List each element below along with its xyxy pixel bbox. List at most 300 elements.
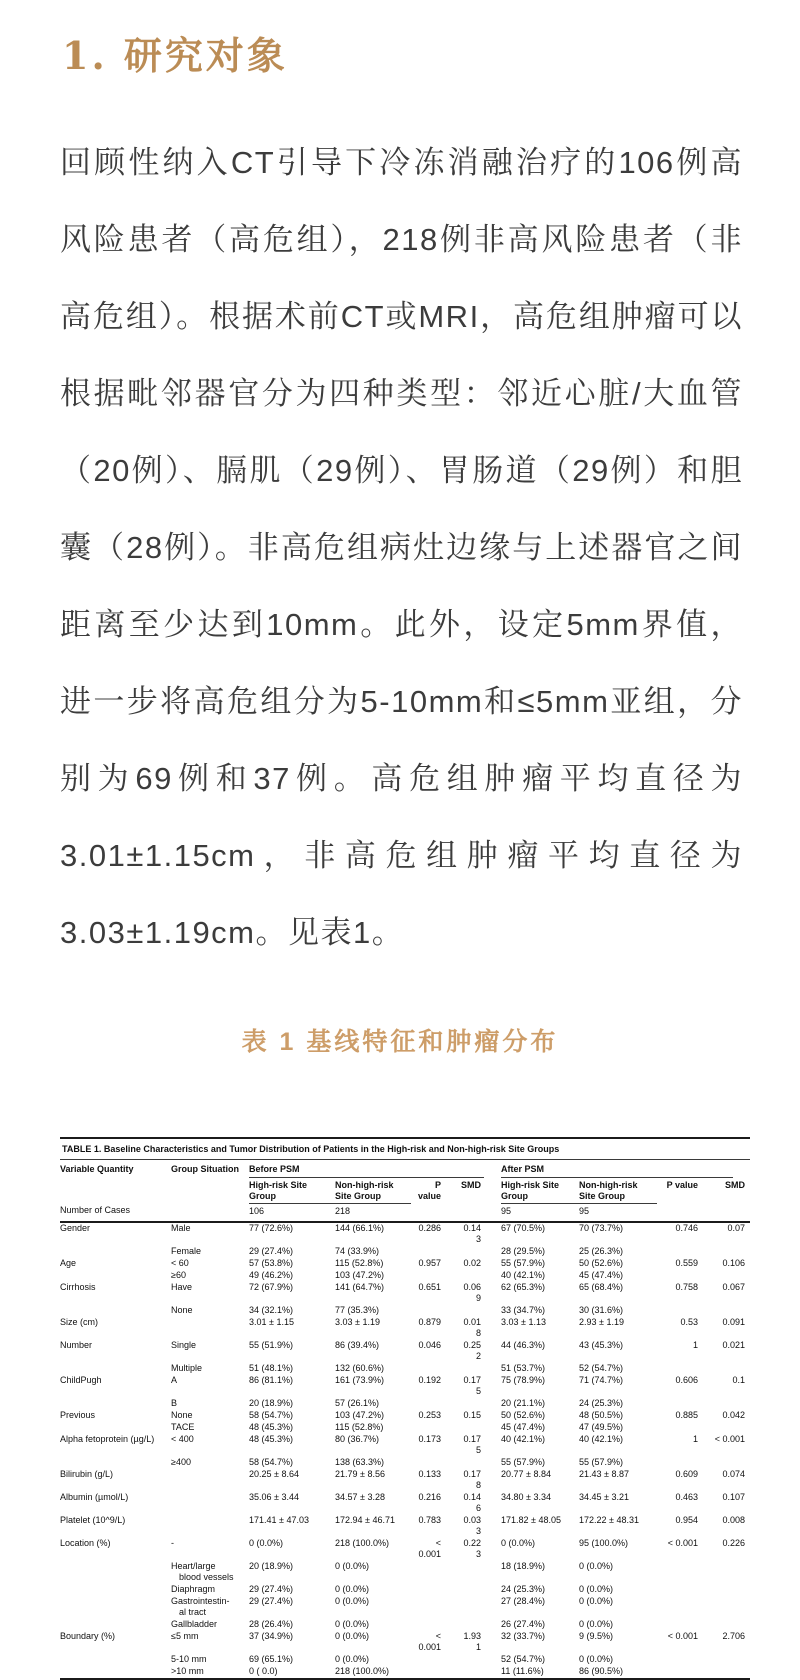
table-cell: 55 (57.9%) — [501, 1457, 546, 1468]
table-cell: 171.82 ± 48.05 — [501, 1515, 561, 1526]
table-row — [60, 1434, 750, 1457]
table-cell: 0.106 — [722, 1258, 746, 1269]
table-cell: 77 (72.6%) — [249, 1223, 294, 1234]
table-cell — [60, 1305, 171, 1317]
table-cell: 0 (0.0%) — [335, 1584, 370, 1595]
table-cell: 0.042 — [722, 1410, 746, 1421]
table-cell — [703, 1654, 750, 1666]
table-cell: 28 (26.4%) — [249, 1619, 294, 1630]
table-cell: 33 (34.7%) — [501, 1305, 546, 1316]
table-cell: Albumin (µmol/L) — [60, 1492, 129, 1503]
table-cell — [461, 1584, 501, 1596]
table-cell: 115 (52.8%) — [335, 1258, 384, 1269]
table-cell — [60, 1619, 171, 1631]
table-cell: Location (%) — [60, 1538, 111, 1549]
table-cell: 0.107 — [722, 1492, 746, 1503]
table-cell — [657, 1422, 703, 1434]
table-cell — [657, 1398, 703, 1410]
table-cell: - — [171, 1538, 174, 1549]
table-cell: 0.074 — [722, 1469, 746, 1480]
table-cell: < 0.001 — [418, 1538, 441, 1560]
cases-before-high: 106 — [249, 1203, 335, 1222]
table-cell: 0.606 — [675, 1375, 698, 1386]
table-cell: 20.77 ± 8.84 — [501, 1469, 551, 1480]
table-cell — [171, 1317, 249, 1340]
table-cell: 0.216 — [418, 1492, 441, 1503]
table-cell: 51 (48.1%) — [249, 1363, 294, 1374]
table-cell: 24 (25.3%) — [501, 1584, 546, 1595]
table-cell: < 60 — [171, 1258, 189, 1269]
table-cell — [657, 1584, 703, 1596]
table-cell: 47 (49.5%) — [579, 1422, 624, 1433]
before-psm-label: Before PSM — [249, 1164, 484, 1178]
table-cell: Female — [171, 1246, 202, 1257]
table-cell: 0.954 — [675, 1515, 698, 1526]
cases-after-non: 95 — [579, 1203, 657, 1222]
col-header-before-p-value: P value — [417, 1179, 441, 1201]
number-of-cases-row — [60, 1203, 750, 1222]
table-cell: 0.07 — [727, 1223, 746, 1234]
table-title: TABLE 1. Baseline Characteristics and Tumor Distribution of Patients in the High-risk and Non-high-risk Site Groups — [60, 1138, 750, 1160]
table-cell: Heart/large blood vessels — [171, 1561, 234, 1583]
table-cell: >10 mm — [171, 1666, 204, 1677]
table-cell: 9 (9.5%) — [579, 1631, 614, 1642]
table-cell: 0.091 — [722, 1317, 746, 1328]
table-cell: 0 (0.0%) — [249, 1538, 284, 1549]
table-cell: 55 (57.9%) — [501, 1258, 546, 1269]
table-cell: 132 (60.6%) — [335, 1363, 385, 1374]
table-row — [60, 1246, 750, 1258]
table-row — [60, 1258, 750, 1270]
table-cell: TACE — [171, 1422, 195, 1433]
table-cell — [411, 1596, 461, 1619]
table-cell: Male — [171, 1223, 191, 1234]
col-header-after-non-high-risk: Non-high-risk Site Group — [579, 1179, 657, 1204]
table-cell — [703, 1584, 750, 1596]
table-row — [60, 1363, 750, 1375]
table-cell: 62 (65.3%) — [501, 1282, 546, 1293]
table-cell: 55 (51.9%) — [249, 1340, 294, 1351]
table-cell: 218 (100.0%) — [335, 1538, 390, 1549]
table-cell — [461, 1561, 501, 1584]
table-cell: Alpha fetoprotein (µg/L) — [60, 1434, 155, 1445]
table-cell — [657, 1596, 703, 1619]
table-cell: 58 (54.7%) — [249, 1457, 294, 1468]
table-cell: 0.175 — [463, 1375, 481, 1397]
table-cell: 0.463 — [675, 1492, 698, 1503]
table-row — [60, 1375, 750, 1398]
table-cell: 0 (0.0%) — [579, 1654, 614, 1665]
table-cell: 0.008 — [722, 1515, 746, 1526]
table-cell: 0.651 — [418, 1282, 441, 1293]
table-cell: Gender — [60, 1223, 91, 1234]
cases-after-high: 95 — [501, 1203, 579, 1222]
table-cell: 55 (57.9%) — [579, 1457, 624, 1468]
table-cell: 0.879 — [418, 1317, 441, 1328]
table-cell: 0.1 — [732, 1375, 746, 1386]
table-cell: 34 (32.1%) — [249, 1305, 294, 1316]
table-cell: 172.22 ± 48.31 — [579, 1515, 639, 1526]
cases-before-non: 218 — [335, 1203, 411, 1222]
baseline-table-container — [60, 1137, 750, 1680]
table-row — [60, 1515, 750, 1538]
table-cell: 27 (28.4%) — [501, 1596, 546, 1607]
table-cell: 1 — [692, 1434, 698, 1445]
table-cell: 0.226 — [722, 1538, 746, 1549]
table-cell: < 0.001 — [714, 1434, 746, 1445]
table-cell: Diaphragm — [171, 1584, 216, 1595]
table-cell — [657, 1666, 703, 1679]
table-cell: 86 (90.5%) — [579, 1666, 624, 1677]
table-cell: 0 (0.0%) — [579, 1619, 614, 1630]
table-cell — [60, 1398, 171, 1410]
table-cell: Multiple — [171, 1363, 203, 1374]
table-cell — [657, 1270, 703, 1282]
table-cell — [60, 1457, 171, 1469]
table-cell: 45 (47.4%) — [579, 1270, 624, 1281]
table-cell: < 400 — [171, 1434, 194, 1445]
table-cell: < 0.001 — [418, 1631, 441, 1653]
table-cell: 0.178 — [463, 1469, 481, 1491]
table-cell — [657, 1654, 703, 1666]
table-cell: 29 (27.4%) — [249, 1584, 294, 1595]
table-cell: 32 (33.7%) — [501, 1631, 546, 1642]
table-cell: 72 (67.9%) — [249, 1282, 294, 1293]
table-cell — [657, 1363, 703, 1375]
table-cell — [60, 1246, 171, 1258]
number-of-cases-label: Number of Cases — [60, 1203, 249, 1222]
table-cell: Bilirubin (g/L) — [60, 1469, 114, 1480]
table-cell: 70 (73.7%) — [579, 1223, 624, 1234]
table-cell — [171, 1492, 249, 1515]
table-cell: 65 (68.4%) — [579, 1282, 624, 1293]
table-cell — [461, 1305, 501, 1317]
table-cell: 34.45 ± 3.21 — [579, 1492, 629, 1503]
body-paragraph: 回顾性纳入CT引导下冷冻消融治疗的106例高风险患者（高危组），218例非高风险患者（非高危组）。根据术前CT或MRI，高危组肿瘤可以根据毗邻器官分为四种类型：邻近心脏/大血管（20例）、膈肌（29例）、胃肠道（29例）和胆囊（28例）。非高危组病灶边缘与上述器官之间距离至少达到10mm。此外，设定5mm界值，进一步将高危组分为5-10mm和≤5mm亚组，分别为69例和37例。高危组肿瘤平均直径为3.01±1.15cm，非高危组肿瘤平均直径为3.03±1.19cm。见表1。 — [60, 144, 743, 950]
col-header-before-non-high-risk: Non-high-risk Site Group — [335, 1179, 411, 1204]
table-cell — [461, 1270, 501, 1282]
col-header-group: Group Situation — [171, 1163, 239, 1174]
table-cell: 45 (47.4%) — [501, 1422, 546, 1433]
table-cell: 50 (52.6%) — [579, 1258, 624, 1269]
table-row — [60, 1584, 750, 1596]
table-cell: 71 (74.7%) — [579, 1375, 624, 1386]
table-cell: 0 (0.0%) — [335, 1596, 370, 1607]
table-cell: 0.143 — [463, 1223, 481, 1245]
table-cell: 49 (46.2%) — [249, 1270, 294, 1281]
table-cell — [657, 1246, 703, 1258]
table-cell: 25 (26.3%) — [579, 1246, 624, 1257]
table-cell — [703, 1246, 750, 1258]
table-cell — [703, 1422, 750, 1434]
table-cell: 0 (0.0%) — [335, 1654, 370, 1665]
baseline-table — [60, 1137, 750, 1680]
table-cell: 26 (27.4%) — [501, 1619, 546, 1630]
table-cell — [657, 1457, 703, 1469]
table-cell: 0.021 — [722, 1340, 746, 1351]
table-cell: None — [171, 1305, 193, 1316]
table-cell: 141 (64.7%) — [335, 1282, 385, 1293]
table-cell: 0.223 — [463, 1538, 481, 1560]
table-cell: 30 (31.6%) — [579, 1305, 624, 1316]
table-cell: 172.94 ± 46.71 — [335, 1515, 395, 1526]
table-cell — [461, 1666, 501, 1679]
table-cell: 0 (0.0%) — [501, 1538, 536, 1549]
table-cell — [657, 1305, 703, 1317]
table-cell — [411, 1363, 461, 1375]
table-cell: 2.93 ± 1.19 — [579, 1317, 624, 1328]
table-cell — [60, 1666, 171, 1679]
table-cell: 67 (70.5%) — [501, 1223, 546, 1234]
table-cell — [411, 1666, 461, 1679]
table-cell: 0 (0.0%) — [335, 1561, 370, 1572]
table-cell: 0.53 — [680, 1317, 698, 1328]
table-cell: 0.192 — [418, 1375, 441, 1386]
table-cell — [60, 1422, 171, 1434]
table-cell: 0.046 — [418, 1340, 441, 1351]
table-cell — [60, 1596, 171, 1619]
table-cell: 29 (27.4%) — [249, 1246, 294, 1257]
table-row — [60, 1469, 750, 1492]
table-cell: 103 (47.2%) — [335, 1410, 385, 1421]
table-cell: ≤5 mm — [171, 1631, 199, 1642]
table-cell — [411, 1246, 461, 1258]
table-cell: 52 (54.7%) — [579, 1363, 624, 1374]
table-cell — [461, 1398, 501, 1410]
table-row — [60, 1398, 750, 1410]
table-cell: 86 (39.4%) — [335, 1340, 380, 1351]
col-header-before-smd: SMD — [461, 1179, 481, 1190]
table-cell: 44 (46.3%) — [501, 1340, 546, 1351]
table-cell — [411, 1561, 461, 1584]
table-row — [60, 1561, 750, 1584]
table-row — [60, 1305, 750, 1317]
table-cell: 40 (42.1%) — [501, 1434, 546, 1445]
table-cell: 5-10 mm — [171, 1654, 207, 1665]
table-cell: 0.15 — [463, 1410, 481, 1421]
table-row — [60, 1457, 750, 1469]
table-cell: Age — [60, 1258, 77, 1269]
table-cell: 0.02 — [463, 1258, 481, 1269]
table-cell: Cirrhosis — [60, 1282, 96, 1293]
table-title-row — [60, 1138, 750, 1160]
table-cell: 18 (18.9%) — [501, 1561, 546, 1572]
table-cell: 77 (35.3%) — [335, 1305, 380, 1316]
table-row — [60, 1282, 750, 1305]
table-cell: 20 (18.9%) — [249, 1561, 294, 1572]
table-cell: 0.286 — [418, 1223, 441, 1234]
table-cell: 29 (27.4%) — [249, 1596, 294, 1607]
table-cell — [171, 1515, 249, 1538]
table-cell — [703, 1666, 750, 1679]
table-cell — [703, 1596, 750, 1619]
table-cell: 57 (53.8%) — [249, 1258, 294, 1269]
table-row — [60, 1631, 750, 1654]
table-cell: < 0.001 — [667, 1538, 698, 1549]
table-cell: 3.03 ± 1.19 — [335, 1317, 380, 1328]
table-cell: ChildPugh — [60, 1375, 102, 1386]
table-cell — [411, 1305, 461, 1317]
table-cell — [461, 1363, 501, 1375]
table-cell: 40 (42.1%) — [579, 1434, 624, 1445]
table-cell: 69 (65.1%) — [249, 1654, 294, 1665]
table-cell: 24 (25.3%) — [579, 1398, 624, 1409]
table-cell: 95 (100.0%) — [579, 1538, 629, 1549]
table-cell: 0.067 — [722, 1282, 746, 1293]
table-row — [60, 1596, 750, 1619]
table-cell — [703, 1398, 750, 1410]
table-cell: 0.133 — [418, 1469, 441, 1480]
table-cell: 86 (81.1%) — [249, 1375, 294, 1386]
table-cell: 0.559 — [675, 1258, 698, 1269]
table-cell: 20 (18.9%) — [249, 1398, 294, 1409]
table-cell: 48 (45.3%) — [249, 1422, 294, 1433]
table-cell — [60, 1561, 171, 1584]
col-header-after-smd: SMD — [725, 1179, 746, 1190]
table-cell: 34.57 ± 3.28 — [335, 1492, 385, 1503]
table-cell: 0.033 — [463, 1515, 481, 1537]
table-cell: < 0.001 — [667, 1631, 698, 1642]
table-cell: 80 (36.7%) — [335, 1434, 380, 1445]
table-row — [60, 1619, 750, 1631]
table-cell: 138 (63.3%) — [335, 1457, 385, 1468]
table-cell: 28 (29.5%) — [501, 1246, 546, 1257]
table-cell — [703, 1270, 750, 1282]
table-cell — [411, 1398, 461, 1410]
table-cell — [703, 1561, 750, 1584]
table-cell — [461, 1422, 501, 1434]
table-cell: Number — [60, 1340, 93, 1351]
table-cell — [461, 1654, 501, 1666]
table-cell — [60, 1584, 171, 1596]
table-cell: 1.931 — [463, 1631, 481, 1653]
table-cell: 144 (66.1%) — [335, 1223, 385, 1234]
table-cell: 0 (0.0%) — [579, 1584, 614, 1595]
table-cell: 0.885 — [675, 1410, 698, 1421]
table-cell: 218 (100.0%) — [335, 1666, 390, 1677]
table-cell: 48 (45.3%) — [249, 1434, 294, 1445]
table-cell: 21.79 ± 8.56 — [335, 1469, 385, 1480]
table-cell — [171, 1469, 249, 1492]
table-cell — [411, 1619, 461, 1631]
table-cell — [411, 1584, 461, 1596]
table-cell: 171.41 ± 47.03 — [249, 1515, 309, 1526]
table-cell: Boundary (%) — [60, 1631, 116, 1642]
table-cell: 0 ( 0.0) — [249, 1666, 278, 1677]
table-cell: ≥400 — [171, 1457, 191, 1468]
table-body — [60, 1222, 750, 1679]
table-cell: Gallbladder — [171, 1619, 218, 1630]
table-cell: 58 (54.7%) — [249, 1410, 294, 1421]
table-cell — [60, 1363, 171, 1375]
table-cell: 0.069 — [463, 1282, 481, 1304]
table-cell: Size (cm) — [60, 1317, 98, 1328]
table-row — [60, 1340, 750, 1363]
table-cell — [657, 1619, 703, 1631]
table-row — [60, 1492, 750, 1515]
table-cell: 0.173 — [418, 1434, 441, 1445]
table-row — [60, 1222, 750, 1246]
table-cell: 0.146 — [463, 1492, 481, 1514]
table-cell — [461, 1619, 501, 1631]
table-cell: Gastrointestin-al tract — [171, 1596, 230, 1618]
table-row — [60, 1538, 750, 1561]
table-cell: 0 (0.0%) — [579, 1596, 614, 1607]
section-heading: 1. 研究对象 — [62, 33, 288, 78]
table-cell: 37 (34.9%) — [249, 1631, 294, 1642]
col-header-variable: Variable Quantity — [60, 1163, 134, 1174]
table-cell — [60, 1654, 171, 1666]
table-cell: 20 (21.1%) — [501, 1398, 546, 1409]
table-cell — [411, 1654, 461, 1666]
table-cell: 40 (42.1%) — [501, 1270, 546, 1281]
table-cell: 0.783 — [418, 1515, 441, 1526]
table-cell: 34.80 ± 3.34 — [501, 1492, 551, 1503]
table-cell: 48 (50.5%) — [579, 1410, 624, 1421]
col-header-after-p-value: P value — [666, 1179, 698, 1190]
table-cell: 3.01 ± 1.15 — [249, 1317, 294, 1328]
table-cell: 0.253 — [418, 1410, 441, 1421]
col-header-before-high-risk: High-risk Site Group — [249, 1179, 335, 1204]
table-cell — [703, 1305, 750, 1317]
table-cell: 21.43 ± 8.87 — [579, 1469, 629, 1480]
table-cell: 74 (33.9%) — [335, 1246, 380, 1257]
table-cell: 161 (73.9%) — [335, 1375, 385, 1386]
table-cell: 0 (0.0%) — [335, 1631, 370, 1642]
table-caption: 表 1 基线特征和肿瘤分布 — [241, 1027, 559, 1056]
table-cell: 0.746 — [675, 1223, 698, 1234]
table-row — [60, 1654, 750, 1666]
table-cell: 0.018 — [463, 1317, 481, 1339]
table-cell: 0 (0.0%) — [335, 1619, 370, 1630]
table-cell: 103 (47.2%) — [335, 1270, 385, 1281]
table-row — [60, 1270, 750, 1282]
table-cell: 43 (45.3%) — [579, 1340, 624, 1351]
table-row — [60, 1666, 750, 1679]
table-cell — [461, 1457, 501, 1469]
table-cell — [411, 1422, 461, 1434]
table-cell — [411, 1270, 461, 1282]
col-header-after-psm — [501, 1159, 750, 1179]
table-cell: 0.609 — [675, 1469, 698, 1480]
table-cell — [703, 1619, 750, 1631]
table-cell — [657, 1561, 703, 1584]
col-header-after-high-risk: High-risk Site Group — [501, 1179, 579, 1204]
table-cell: Single — [171, 1340, 197, 1351]
table-cell — [461, 1596, 501, 1619]
table-cell: ≥60 — [171, 1270, 186, 1281]
table-cell: B — [171, 1398, 178, 1409]
col-header-before-psm — [249, 1159, 501, 1179]
table-cell — [461, 1246, 501, 1258]
table-cell — [703, 1363, 750, 1375]
table-cell: 0 (0.0%) — [579, 1561, 614, 1572]
table-cell: 11 (11.6%) — [501, 1666, 544, 1677]
table-cell — [703, 1457, 750, 1469]
table-cell: 52 (54.7%) — [501, 1654, 546, 1665]
table-cell — [60, 1270, 171, 1282]
table-cell: 0.758 — [675, 1282, 698, 1293]
table-cell: Platelet (10^9/L) — [60, 1515, 126, 1526]
table-cell: 0.175 — [463, 1434, 481, 1456]
table-cell: 50 (52.6%) — [501, 1410, 546, 1421]
table-cell: Previous — [60, 1410, 96, 1421]
table-cell: Have — [171, 1282, 193, 1293]
table-cell: 3.03 ± 1.13 — [501, 1317, 546, 1328]
table-cell: 75 (78.9%) — [501, 1375, 546, 1386]
table-cell — [411, 1457, 461, 1469]
table-cell: 35.06 ± 3.44 — [249, 1492, 299, 1503]
